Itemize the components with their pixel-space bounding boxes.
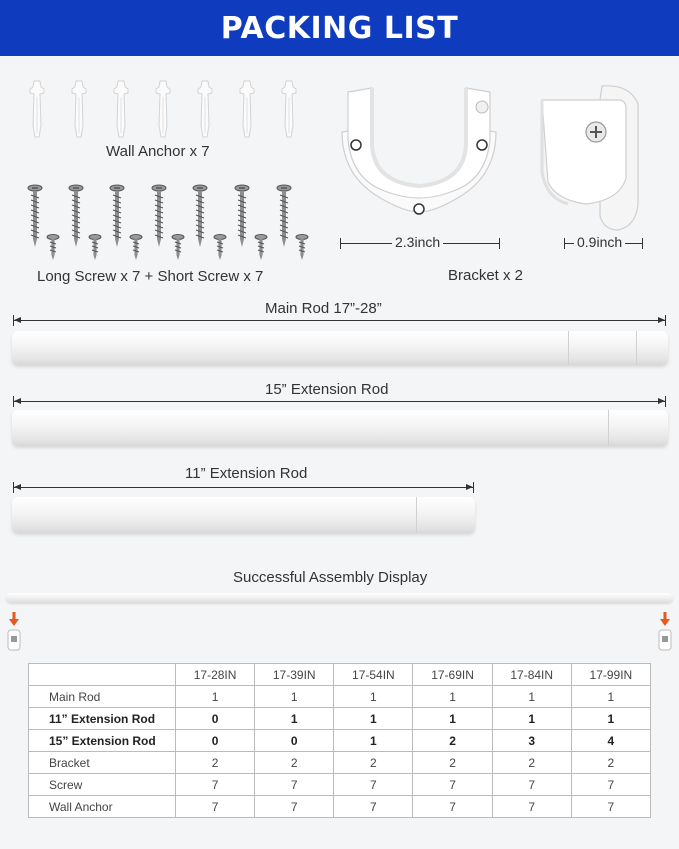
table-cell: 1 bbox=[255, 708, 334, 730]
row-label: Main Rod bbox=[29, 686, 176, 708]
extension-11-label: 11” Extension Rod bbox=[185, 465, 308, 482]
table-cell: 3 bbox=[492, 730, 571, 752]
table-cell: 2 bbox=[413, 730, 492, 752]
bracket-depth-label: 0.9inch bbox=[574, 234, 625, 250]
table-cell: 7 bbox=[176, 796, 255, 818]
table-cell: 7 bbox=[413, 774, 492, 796]
left-bracket-icon bbox=[5, 612, 23, 658]
table-cell: 2 bbox=[176, 752, 255, 774]
column-header: 17-39IN bbox=[255, 664, 334, 686]
table-cell: 7 bbox=[571, 774, 650, 796]
table-cell: 7 bbox=[334, 774, 413, 796]
table-cell: 7 bbox=[492, 774, 571, 796]
table-cell: 7 bbox=[255, 796, 334, 818]
table-cell: 1 bbox=[492, 708, 571, 730]
table-row bbox=[29, 686, 651, 708]
column-header: 17-84IN bbox=[492, 664, 571, 686]
wall-anchor-illustration bbox=[20, 78, 320, 140]
table-cell: 0 bbox=[255, 730, 334, 752]
table-cell: 2 bbox=[492, 752, 571, 774]
main-rod bbox=[12, 331, 668, 365]
column-header: 17-54IN bbox=[334, 664, 413, 686]
table-cell: 1 bbox=[492, 686, 571, 708]
screw-illustration bbox=[20, 180, 320, 262]
row-label: Screw bbox=[29, 774, 176, 796]
table-row bbox=[29, 730, 651, 752]
table-cell: 1 bbox=[413, 686, 492, 708]
column-header: 17-99IN bbox=[571, 664, 650, 686]
extension-11-dimension bbox=[13, 487, 474, 488]
table-cell: 7 bbox=[571, 796, 650, 818]
page-header bbox=[0, 0, 679, 56]
main-rod-dimension bbox=[13, 320, 666, 321]
column-header: 17-28IN bbox=[176, 664, 255, 686]
rod-joint bbox=[568, 331, 569, 365]
table-cell: 2 bbox=[334, 752, 413, 774]
row-label: Wall Anchor bbox=[29, 796, 176, 818]
table-cell: 0 bbox=[176, 708, 255, 730]
extension-15-label: 15” Extension Rod bbox=[265, 381, 389, 398]
bracket-width-label: 2.3inch bbox=[392, 234, 443, 250]
assembly-title: Successful Assembly Display bbox=[233, 569, 428, 586]
table-row bbox=[29, 752, 651, 774]
extension-rod-11 bbox=[12, 497, 475, 533]
table-cell: 2 bbox=[413, 752, 492, 774]
table-cell: 7 bbox=[492, 796, 571, 818]
bracket-front-illustration bbox=[336, 82, 502, 232]
row-label: 11” Extension Rod bbox=[29, 708, 176, 730]
table-cell: 2 bbox=[255, 752, 334, 774]
rod-joint bbox=[416, 497, 417, 533]
table-cell: 1 bbox=[334, 730, 413, 752]
table-row bbox=[29, 774, 651, 796]
table-cell: 0 bbox=[176, 730, 255, 752]
assembled-rod bbox=[6, 593, 673, 603]
rod-joint bbox=[608, 410, 609, 446]
rod-joint bbox=[636, 331, 637, 365]
table-cell: 1 bbox=[413, 708, 492, 730]
page-title: PACKING LIST bbox=[220, 10, 459, 46]
table-cell: 4 bbox=[571, 730, 650, 752]
table-cell: 7 bbox=[255, 774, 334, 796]
table-row bbox=[29, 708, 651, 730]
table-corner-cell bbox=[29, 664, 176, 686]
bracket-label: Bracket x 2 bbox=[448, 267, 524, 284]
extension-rod-15 bbox=[12, 410, 668, 446]
table-row bbox=[29, 796, 651, 818]
column-header: 17-69IN bbox=[413, 664, 492, 686]
table-cell: 1 bbox=[334, 686, 413, 708]
table-cell: 1 bbox=[176, 686, 255, 708]
extension-15-dimension bbox=[13, 401, 666, 402]
table-cell: 1 bbox=[571, 686, 650, 708]
row-label: Bracket bbox=[29, 752, 176, 774]
row-label: 15” Extension Rod bbox=[29, 730, 176, 752]
screw-label: Long Screw x 7 + Short Screw x 7 bbox=[37, 268, 264, 285]
table-cell: 7 bbox=[413, 796, 492, 818]
table-cell: 1 bbox=[255, 686, 334, 708]
table-header-row bbox=[29, 664, 651, 686]
table-cell: 1 bbox=[571, 708, 650, 730]
right-bracket-icon bbox=[656, 612, 674, 658]
main-rod-label: Main Rod 17”-28” bbox=[265, 300, 382, 317]
table-cell: 1 bbox=[334, 708, 413, 730]
assembly-table bbox=[28, 663, 651, 818]
table-cell: 7 bbox=[176, 774, 255, 796]
bracket-side-illustration bbox=[538, 80, 648, 235]
wall-anchor-label: Wall Anchor x 7 bbox=[106, 143, 210, 160]
table-cell: 7 bbox=[334, 796, 413, 818]
table-cell: 2 bbox=[571, 752, 650, 774]
